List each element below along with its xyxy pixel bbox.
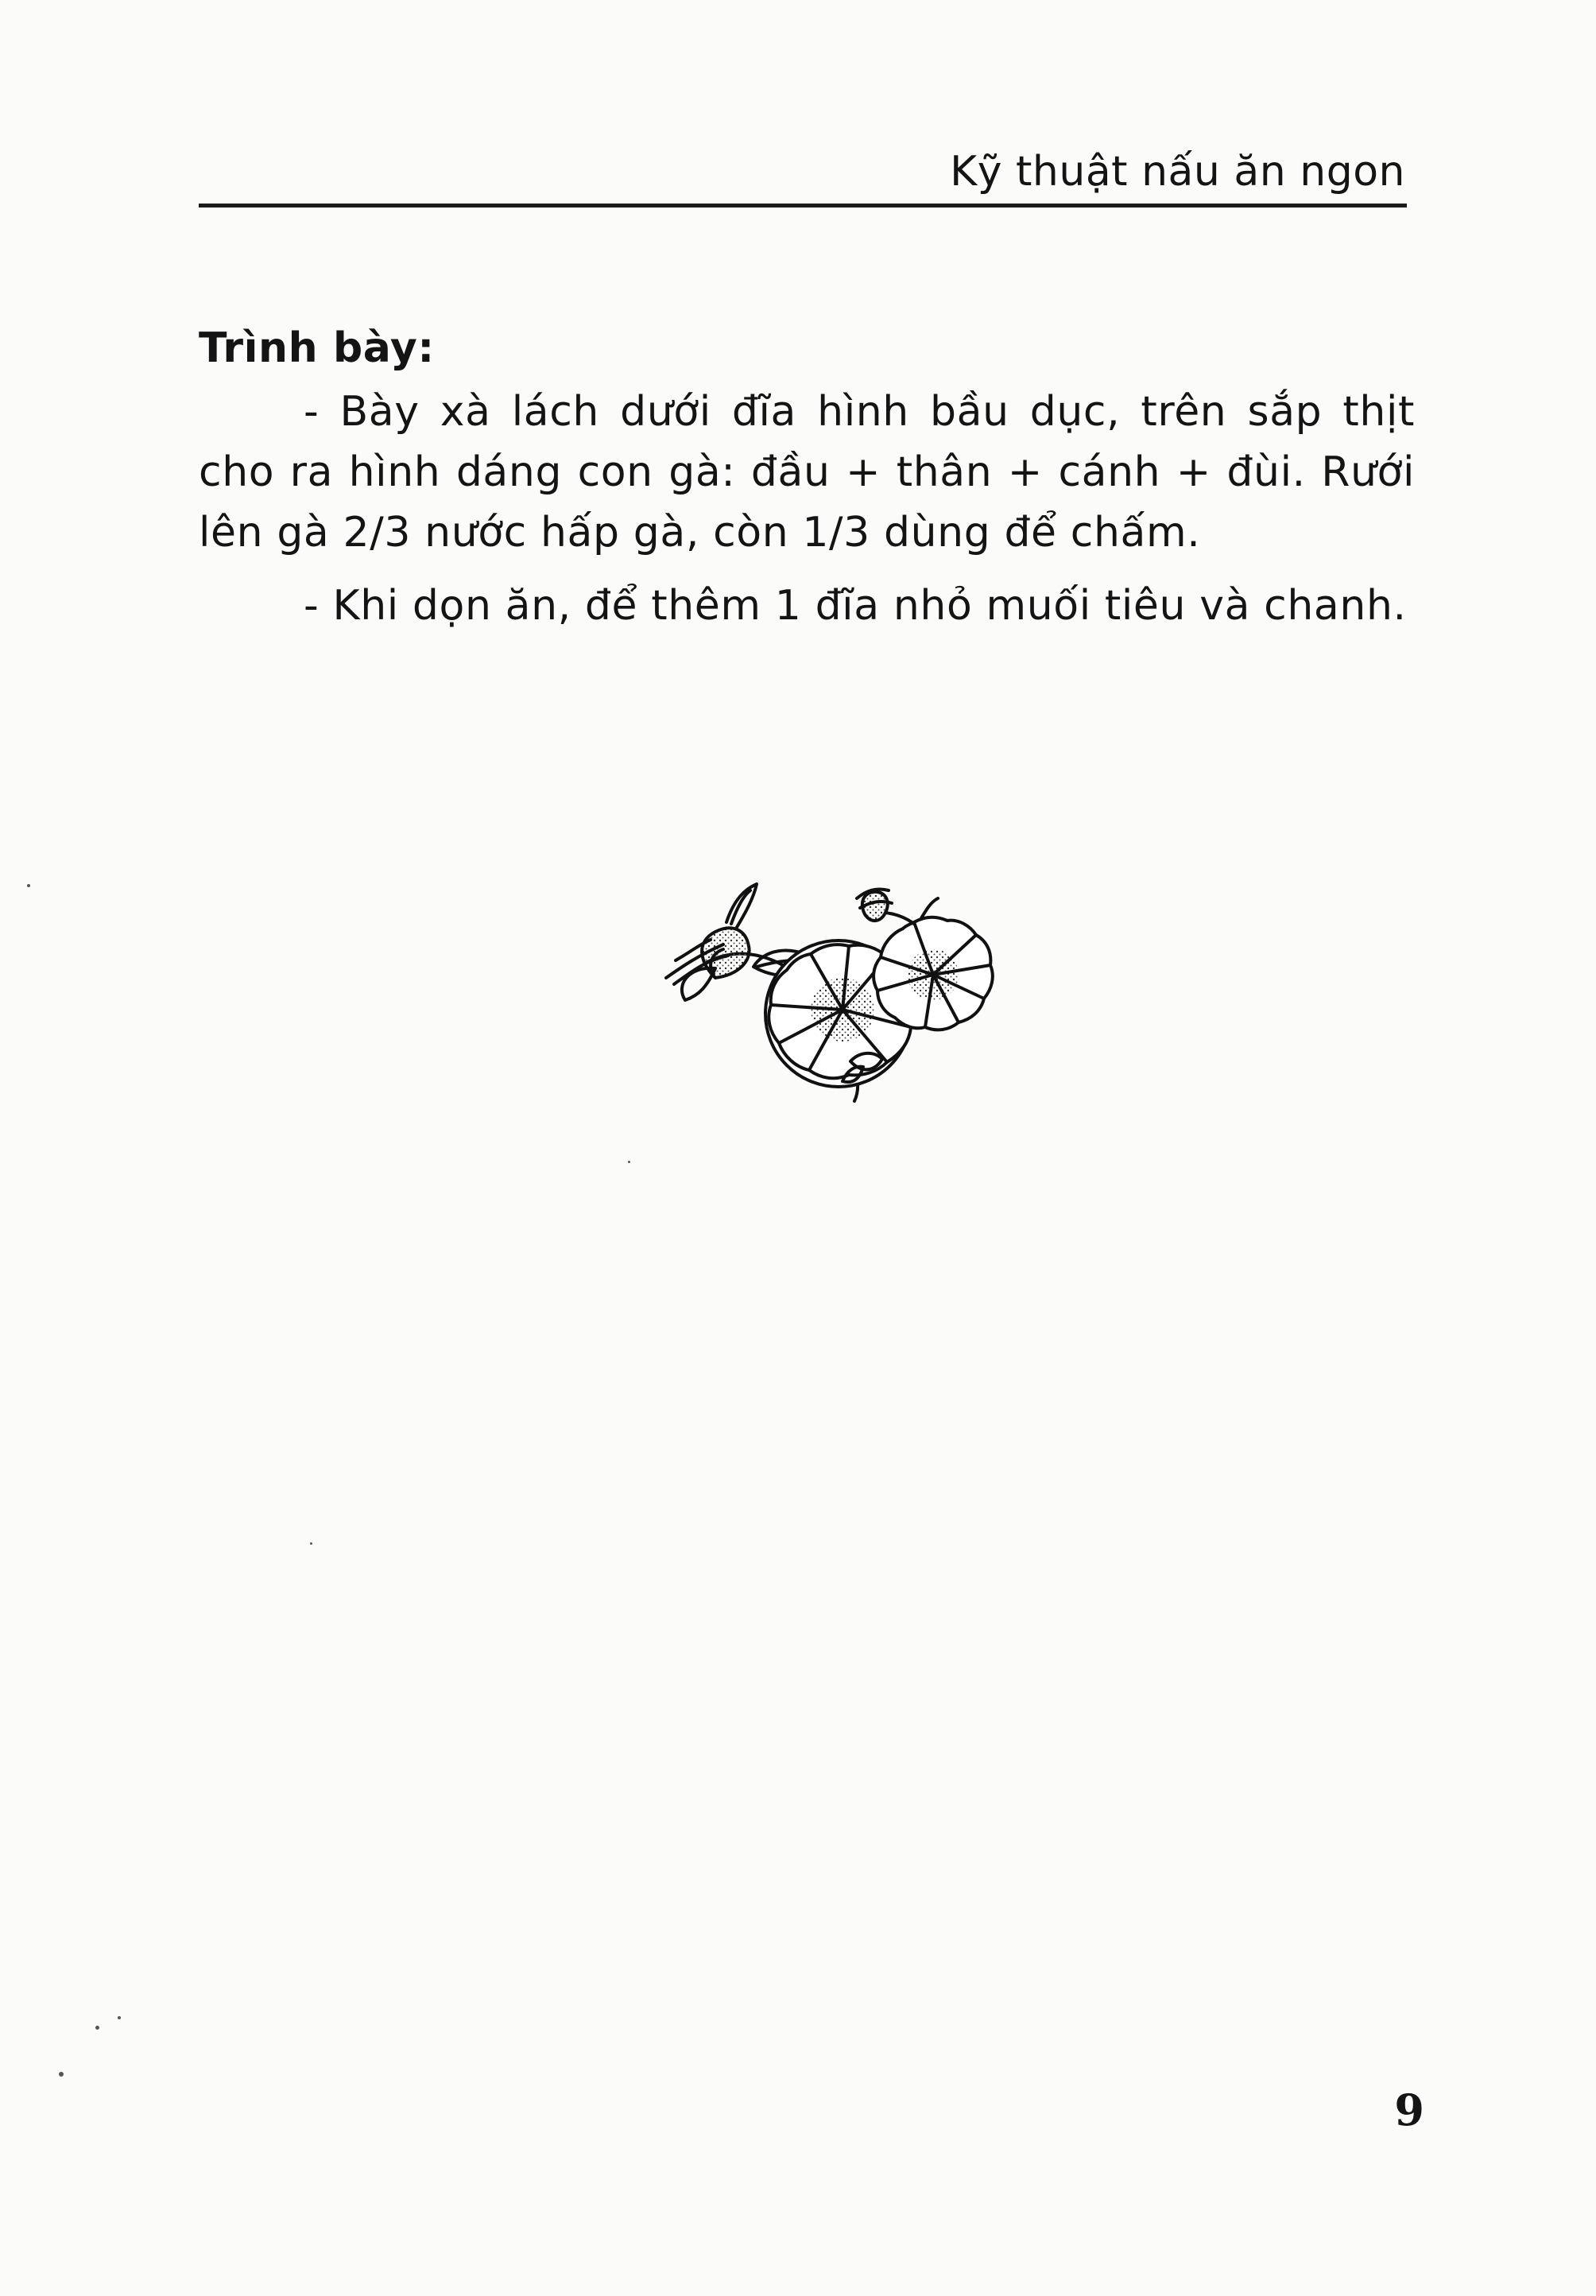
paragraph-1: - Bày xà lách dưới đĩa hình bầu dục, trên sắp thịt cho ra hình dáng con gà: đầu + thân + cánh + đùi. Rưới lên gà 2/3 nước hấp gà, còn 1/3 dùng để chấm. [199,388,1415,557]
scan-speck [59,2072,64,2077]
page-content [199,318,1415,649]
scan-speck [95,2026,99,2030]
paragraph-2: - Khi dọn ăn, để thêm 1 đĩa nhỏ muối tiêu và chanh. [304,582,1407,630]
scan-speck [118,2016,121,2019]
page-number: 9 [1394,2085,1424,2135]
header-rule [199,204,1407,207]
scan-speck [628,1161,630,1163]
scan-speck [27,884,30,887]
morning-glory-flowers-icon [652,867,1001,1105]
section-heading: Trình bày: [199,324,435,372]
scan-speck [310,1542,312,1545]
running-header-title: Kỹ thuật nấu ăn ngon [950,148,1405,196]
